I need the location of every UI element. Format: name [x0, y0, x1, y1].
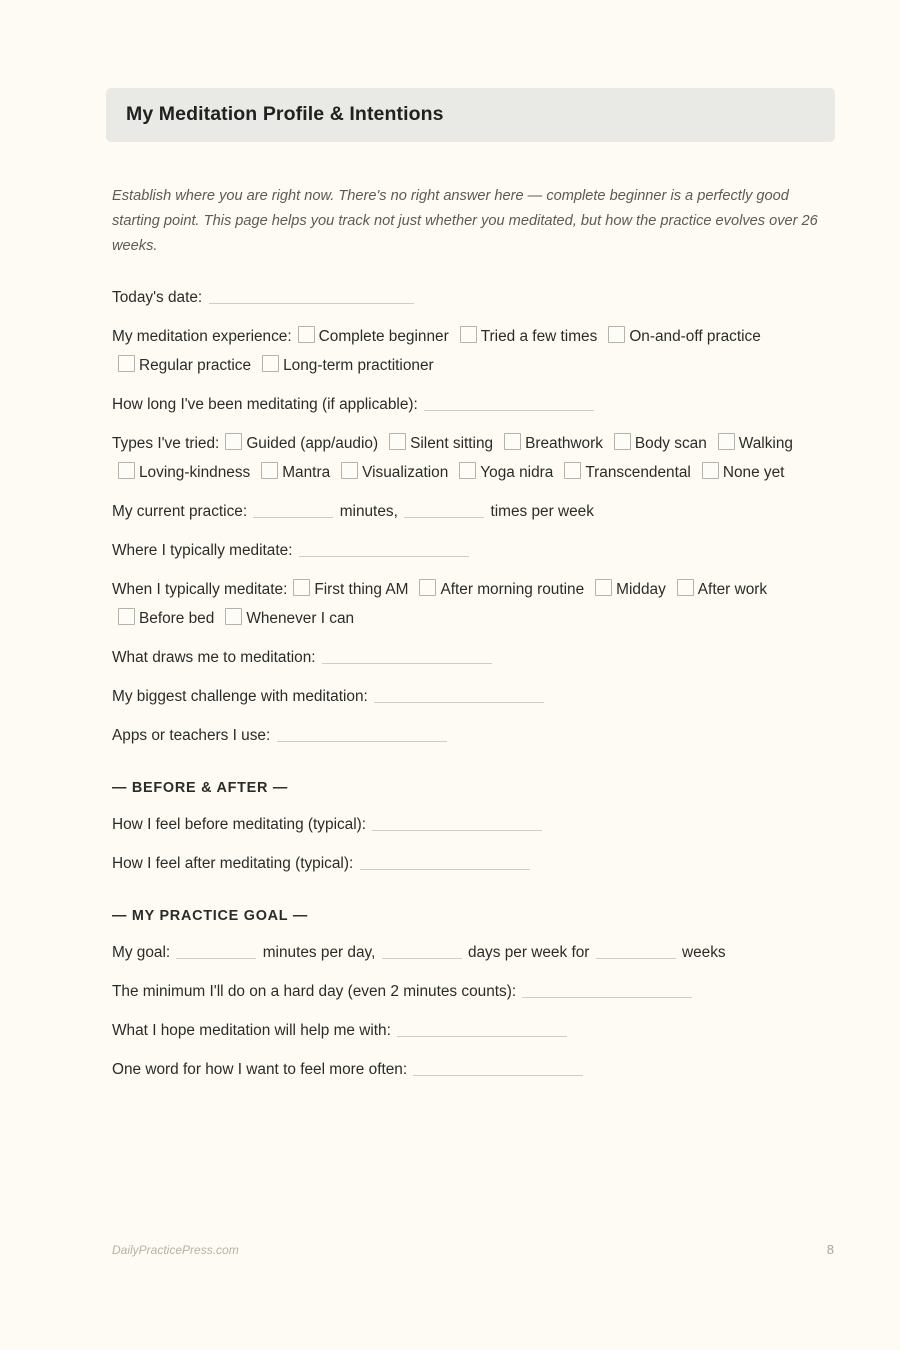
- checkbox-icon[interactable]: [225, 608, 242, 625]
- types-option-0[interactable]: [219, 435, 383, 452]
- types-option-8[interactable]: [453, 464, 558, 481]
- hope-label: What I hope meditation will help me with:: [112, 1022, 391, 1039]
- option-label: Whenever I can: [246, 610, 355, 627]
- current-practice-minutes-label: minutes,: [339, 503, 398, 520]
- when-option-0[interactable]: [287, 581, 413, 598]
- apps-teachers-input[interactable]: [277, 726, 447, 742]
- experience-option-0[interactable]: [292, 328, 454, 345]
- types-option-5[interactable]: [112, 464, 255, 481]
- goal-days-label: days per week for: [467, 944, 590, 961]
- draws-me-label: What draws me to meditation:: [112, 649, 316, 666]
- field-row-biggest-challenge: [112, 682, 824, 711]
- experience-option-2[interactable]: [602, 328, 765, 345]
- checkbox-icon[interactable]: [118, 462, 135, 479]
- option-label: Midday: [616, 581, 666, 598]
- when-option-5[interactable]: [219, 610, 359, 627]
- option-label: Long-term practitioner: [283, 357, 434, 374]
- checkbox-icon[interactable]: [261, 462, 278, 479]
- option-label: After morning routine: [440, 581, 585, 598]
- goal-label: My goal:: [112, 944, 171, 961]
- field-row-experience: [112, 322, 824, 380]
- biggest-challenge-input[interactable]: [374, 687, 544, 703]
- option-label: Loving-kindness: [139, 464, 251, 481]
- goal-days-input[interactable]: [382, 943, 462, 959]
- goal-weeks-label: weeks: [681, 944, 726, 961]
- field-row-draws-me: [112, 643, 824, 672]
- when-option-3[interactable]: [671, 581, 772, 598]
- checkbox-icon[interactable]: [677, 579, 694, 596]
- feel-after-label: How I feel after meditating (typical):: [112, 855, 354, 872]
- when-option-1[interactable]: [413, 581, 589, 598]
- where-label: Where I typically meditate:: [112, 542, 293, 559]
- checkbox-icon[interactable]: [389, 433, 406, 450]
- experience-option-1[interactable]: [454, 328, 603, 345]
- apps-teachers-label: Apps or teachers I use:: [112, 727, 271, 744]
- option-label: Tried a few times: [480, 328, 598, 345]
- field-row-types-tried: [112, 429, 824, 487]
- checkbox-icon[interactable]: [225, 433, 242, 450]
- types-tried-label: Types I've tried:: [112, 435, 220, 452]
- field-row-feel-after: [112, 849, 824, 878]
- goal-weeks-input[interactable]: [596, 943, 676, 959]
- checkbox-icon[interactable]: [118, 608, 135, 625]
- option-label: Complete beginner: [318, 328, 449, 345]
- types-option-2[interactable]: [498, 435, 608, 452]
- intro-paragraph: Establish where you are right now. There's no right answer here — complete beginner is a perfectly good starting point. This page helps you track not just whether you meditated, but how the practice evolves over 26 weeks.: [112, 188, 818, 254]
- experience-option-3[interactable]: [112, 357, 256, 374]
- experience-label: My meditation experience:: [112, 328, 292, 345]
- field-row-where: [112, 536, 824, 565]
- goal-minutes-input[interactable]: [176, 943, 256, 959]
- types-option-1[interactable]: [383, 435, 498, 452]
- checkbox-icon[interactable]: [459, 462, 476, 479]
- feel-before-label: How I feel before meditating (typical):: [112, 816, 367, 833]
- minimum-input[interactable]: [522, 982, 692, 998]
- field-row-when: [112, 575, 824, 633]
- checkbox-icon[interactable]: [118, 355, 135, 372]
- option-label: Transcendental: [585, 464, 691, 481]
- types-option-4[interactable]: [712, 435, 798, 452]
- option-label: Regular practice: [139, 357, 252, 374]
- checkbox-icon[interactable]: [595, 579, 612, 596]
- field-row-one-word: [112, 1055, 824, 1084]
- option-label: Mantra: [282, 464, 331, 481]
- types-option-3[interactable]: [608, 435, 712, 452]
- todays-date-input[interactable]: [209, 288, 414, 304]
- option-label: Walking: [738, 435, 793, 452]
- current-practice-times-label: times per week: [490, 503, 594, 520]
- current-practice-label: My current practice:: [112, 503, 248, 520]
- when-option-2[interactable]: [589, 581, 671, 598]
- when-label: When I typically meditate:: [112, 581, 288, 598]
- option-label: Visualization: [362, 464, 449, 481]
- todays-date-label: Today's date:: [112, 289, 203, 306]
- checkbox-icon[interactable]: [341, 462, 358, 479]
- page-title-bar: [106, 88, 835, 142]
- types-option-9[interactable]: [558, 464, 696, 481]
- field-row-todays-date: [112, 283, 824, 312]
- checkbox-icon[interactable]: [293, 579, 310, 596]
- option-label: Guided (app/audio): [246, 435, 379, 452]
- checkbox-icon[interactable]: [504, 433, 521, 450]
- page-footer: [112, 1242, 834, 1257]
- field-row-feel-before: [112, 810, 824, 839]
- field-row-current-practice: [112, 497, 824, 526]
- checkbox-icon[interactable]: [614, 433, 631, 450]
- option-label: None yet: [722, 464, 785, 481]
- option-label: Silent sitting: [410, 435, 494, 452]
- feel-after-input[interactable]: [360, 854, 530, 870]
- goal-minutes-label: minutes per day,: [262, 944, 376, 961]
- footer-page-number: 8: [826, 1242, 834, 1257]
- field-row-goal: [112, 938, 824, 967]
- option-label: Body scan: [634, 435, 707, 452]
- field-row-hope: [112, 1016, 824, 1045]
- how-long-input[interactable]: [424, 395, 594, 411]
- section-heading-before-after: — BEFORE & AFTER —: [112, 780, 289, 796]
- how-long-label: How long I've been meditating (if applicable):: [112, 396, 418, 413]
- footer-site-name: DailyPracticePress.com: [112, 1243, 239, 1257]
- field-row-minimum: [112, 977, 824, 1006]
- one-word-input[interactable]: [413, 1060, 583, 1076]
- option-label: First thing AM: [314, 581, 409, 598]
- option-label: After work: [697, 581, 768, 598]
- checkbox-icon[interactable]: [262, 355, 279, 372]
- option-label: Yoga nidra: [480, 464, 554, 481]
- current-practice-times-input[interactable]: [404, 502, 484, 518]
- minimum-label: The minimum I'll do on a hard day (even 2 minutes counts):: [112, 983, 517, 1000]
- when-option-4[interactable]: [112, 610, 219, 627]
- experience-option-4[interactable]: [256, 357, 439, 374]
- biggest-challenge-label: My biggest challenge with meditation:: [112, 688, 368, 705]
- field-row-apps-teachers: [112, 721, 824, 750]
- field-row-how-long: [112, 390, 824, 419]
- checkbox-icon[interactable]: [298, 326, 315, 343]
- checkbox-icon[interactable]: [419, 579, 436, 596]
- checkbox-icon[interactable]: [718, 433, 735, 450]
- option-label: On-and-off practice: [629, 328, 761, 345]
- page-title: My Meditation Profile & Intentions: [126, 103, 444, 125]
- section-heading-practice-goal: — MY PRACTICE GOAL —: [112, 908, 308, 924]
- checkbox-icon[interactable]: [564, 462, 581, 479]
- draws-me-input[interactable]: [322, 648, 492, 664]
- checkbox-icon[interactable]: [608, 326, 625, 343]
- option-label: Breathwork: [525, 435, 603, 452]
- types-option-7[interactable]: [335, 464, 453, 481]
- types-option-10[interactable]: [696, 464, 790, 481]
- feel-before-input[interactable]: [372, 815, 542, 831]
- checkbox-icon[interactable]: [460, 326, 477, 343]
- hope-input[interactable]: [397, 1021, 567, 1037]
- current-practice-minutes-input[interactable]: [253, 502, 333, 518]
- option-label: Before bed: [139, 610, 215, 627]
- where-input[interactable]: [299, 541, 469, 557]
- one-word-label: One word for how I want to feel more often:: [112, 1061, 408, 1078]
- checkbox-icon[interactable]: [702, 462, 719, 479]
- types-option-6[interactable]: [255, 464, 335, 481]
